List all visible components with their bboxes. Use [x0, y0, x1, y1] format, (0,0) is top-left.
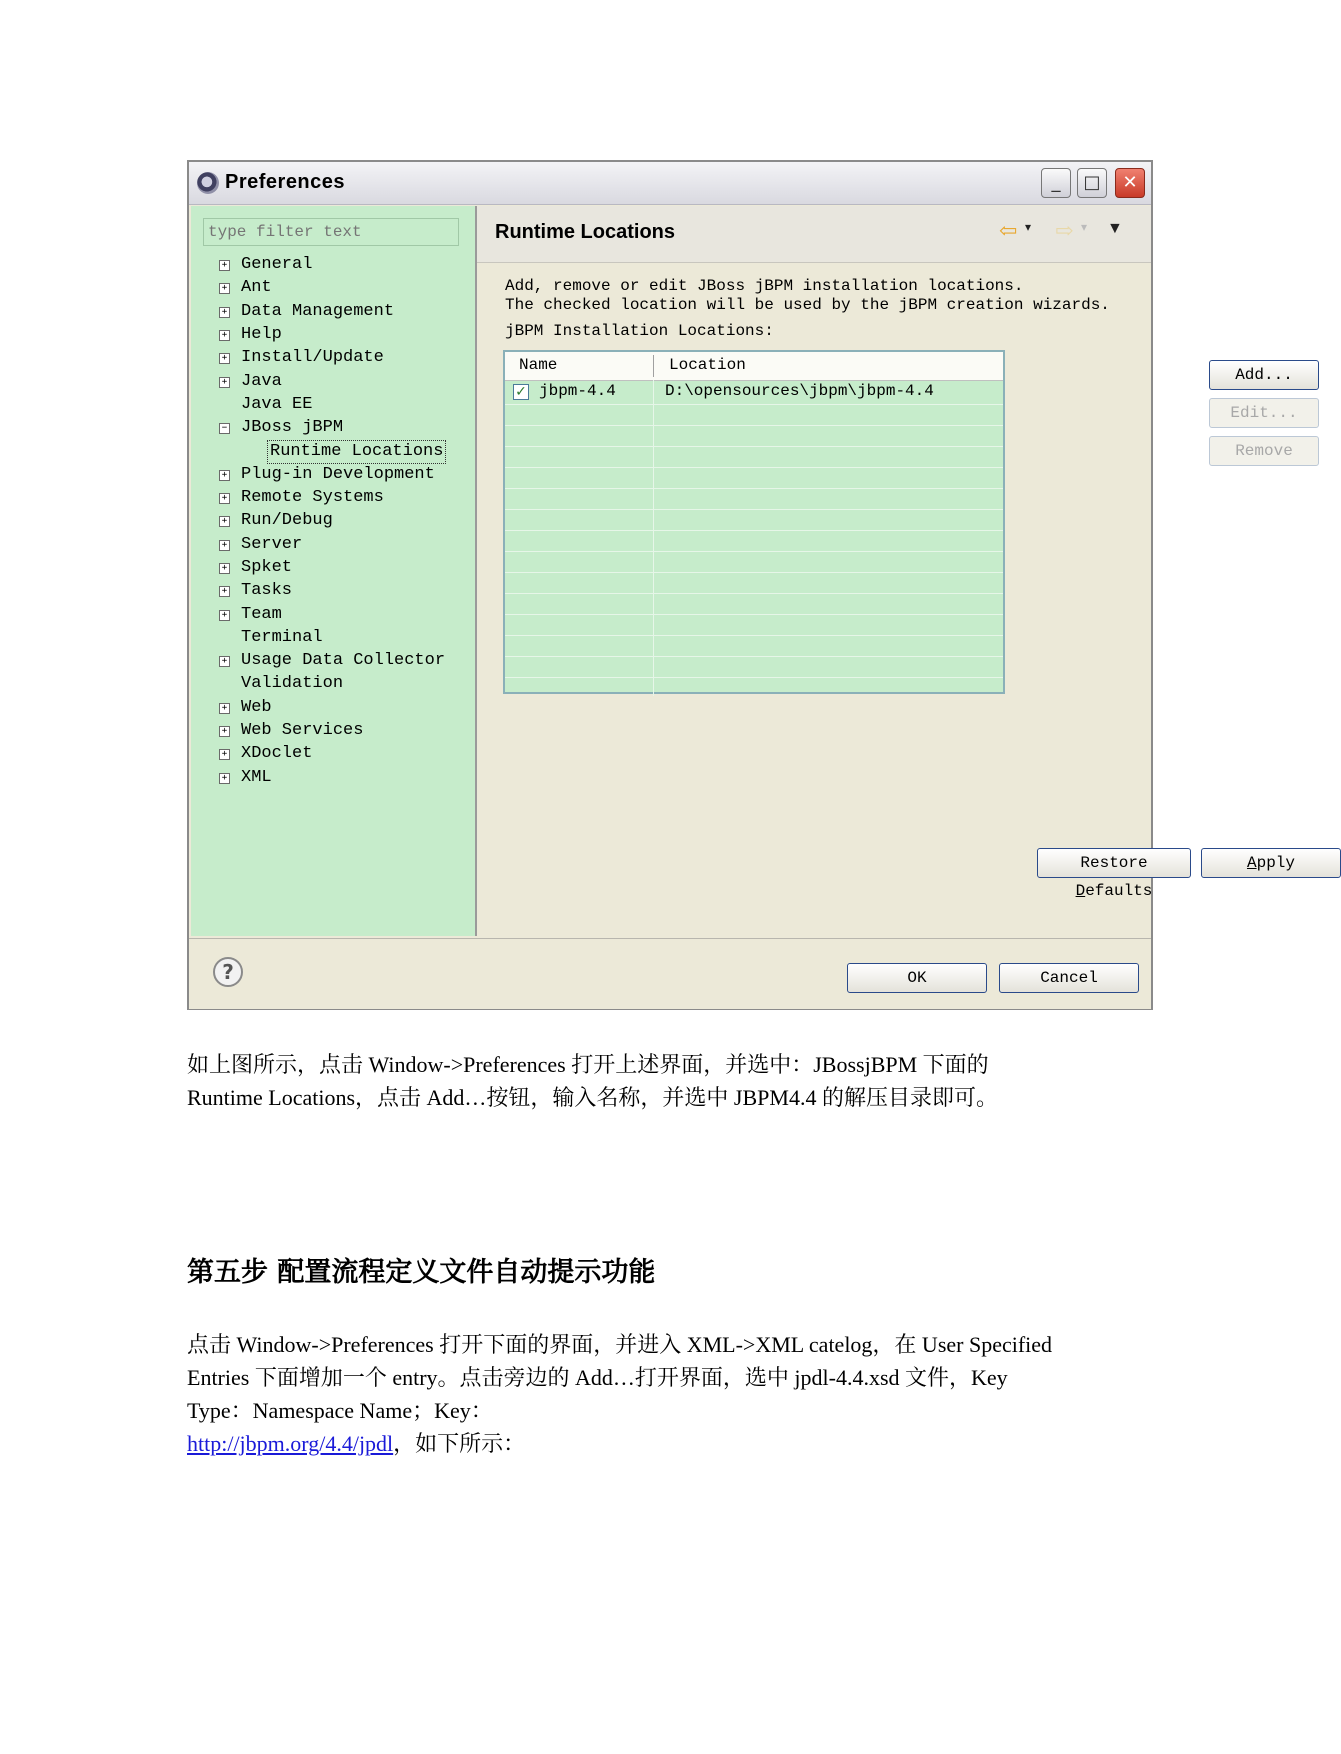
tree-item-label: XDoclet	[241, 744, 313, 764]
table-row[interactable]	[505, 382, 1003, 404]
paragraph-2-tail: ，如下所示：	[393, 1431, 526, 1456]
remove-button[interactable]: Remove	[1209, 436, 1319, 466]
eclipse-icon	[197, 172, 219, 194]
tree-expander-icon[interactable]: +	[219, 260, 230, 271]
tree-item-label: Java EE	[241, 394, 313, 414]
tree-item-label: Install/Update	[241, 348, 384, 368]
tree-item-label: Team	[241, 604, 282, 624]
tree-expander-icon[interactable]: +	[219, 703, 230, 714]
page-description-line-2: The checked location will be used by the jBPM creation wizards.	[505, 296, 1110, 314]
paragraph-2-text: 点击 Window->Preferences 打开下面的界面，并进入 XML->XML catelog，在 User Specified Entries 下面增加一个 entry。点击旁边的 Add…打开界面，选中 jpdl-4.4.xsd 文件，Key Type：Namespace Name；Key：	[187, 1332, 1053, 1423]
filter-input[interactable]	[203, 218, 459, 246]
tree-item-label: XML	[241, 767, 272, 787]
tree-expander-icon[interactable]: +	[219, 516, 230, 527]
page-description-line-1: Add, remove or edit JBoss jBPM installation locations.	[505, 277, 1024, 295]
close-button[interactable]: ✕	[1115, 168, 1145, 198]
tree-item-label: Server	[241, 534, 303, 554]
add-button[interactable]: Add...	[1209, 360, 1319, 390]
page-header	[477, 206, 1151, 263]
tree-expander-icon[interactable]: +	[219, 726, 230, 737]
column-gridline	[653, 380, 654, 696]
row-gridline	[505, 509, 1003, 510]
column-header-location[interactable]: Location	[669, 356, 746, 374]
apply-mnemonic: A	[1246, 854, 1257, 872]
edit-button[interactable]: Edit...	[1209, 398, 1319, 428]
tree-expander-icon[interactable]: +	[219, 307, 230, 318]
cell-name: jbpm-4.4	[539, 382, 616, 400]
preferences-window	[187, 160, 1298, 1010]
maximize-button[interactable]: □	[1077, 168, 1107, 198]
namespace-link[interactable]: http://jbpm.org/4.4/jpdl	[187, 1431, 394, 1456]
dialog-button-bar	[189, 938, 1151, 1009]
row-gridline	[505, 404, 1003, 405]
tree-item-label: Java	[241, 371, 282, 391]
tree-item-label: Ant	[241, 278, 272, 298]
tree-item-label: Web Services	[241, 721, 364, 740]
preference-tree-pane	[191, 206, 477, 936]
tree-item-label: JBoss jBPM	[241, 418, 344, 438]
tree-item-label: General	[241, 255, 313, 274]
table-header	[505, 352, 1003, 381]
section-heading: 第五步 配置流程定义文件自动提示功能	[187, 1257, 656, 1288]
row-gridline	[505, 635, 1003, 636]
paragraph-2	[187, 1328, 1067, 1460]
title-bar[interactable]	[189, 162, 1151, 205]
column-header-name[interactable]: Name	[519, 356, 558, 374]
row-gridline	[505, 446, 1003, 447]
row-gridline	[505, 593, 1003, 594]
column-divider	[653, 355, 654, 377]
tree-item-label: Help	[241, 324, 282, 344]
row-gridline	[505, 530, 1003, 531]
row-checkbox[interactable]: ✓	[513, 384, 529, 400]
forward-arrow-icon[interactable]: ⇨	[1055, 218, 1074, 243]
tree-expander-icon[interactable]: −	[219, 423, 230, 434]
tree-item-label: Validation	[241, 674, 344, 694]
tree-item-label: Runtime Locations	[267, 440, 446, 464]
help-icon[interactable]: ?	[213, 957, 243, 987]
tree-expander-icon[interactable]: +	[219, 540, 230, 551]
paragraph-1: 如上图所示，点击 Window->Preferences 打开上述界面，并选中：JBossjBPM 下面的 Runtime Locations，点击 Add…按钮，输入名称，并选中 JBPM4.4 的解压目录即可。	[187, 1052, 998, 1110]
tree-expander-icon[interactable]: +	[219, 563, 230, 574]
tree-expander-icon[interactable]: +	[219, 610, 230, 621]
tree-expander-icon[interactable]: +	[219, 283, 230, 294]
row-gridline	[505, 425, 1003, 426]
table-label: jBPM Installation Locations:	[505, 322, 774, 340]
tree-item-label: Web	[241, 697, 272, 717]
minimize-button[interactable]: _	[1041, 168, 1071, 198]
tree-expander-icon[interactable]: +	[219, 330, 230, 341]
restore-mnemonic: D	[1075, 882, 1086, 900]
page-title: Runtime Locations	[495, 221, 676, 243]
tree-expander-icon[interactable]: +	[219, 773, 230, 784]
tree-item-label: Data Management	[241, 301, 395, 321]
tree-expander-icon[interactable]: +	[219, 586, 230, 597]
row-gridline	[505, 614, 1003, 615]
row-gridline	[505, 551, 1003, 552]
tree-item-label: Usage Data Collector	[241, 651, 446, 671]
row-gridline	[505, 467, 1003, 468]
row-gridline	[505, 656, 1003, 657]
forward-dropdown-icon[interactable]: ▾	[1081, 220, 1088, 234]
tree-item-label: Terminal	[241, 627, 323, 647]
tree-expander-icon[interactable]: +	[219, 749, 230, 760]
ok-button[interactable]: OK	[847, 963, 987, 993]
row-gridline	[505, 572, 1003, 573]
cell-location: D:\opensources\jbpm\jbpm-4.4	[665, 382, 934, 400]
tree-expander-icon[interactable]: +	[219, 353, 230, 364]
tree-expander-icon[interactable]: +	[219, 470, 230, 481]
tree-expander-icon[interactable]: +	[219, 493, 230, 504]
tree-expander-icon[interactable]: +	[219, 377, 230, 388]
tree-item-label: Spket	[241, 557, 293, 577]
back-arrow-icon[interactable]: ⇦	[999, 218, 1018, 243]
tree-expander-icon[interactable]: +	[219, 656, 230, 667]
tree-item-label: Plug-in Development	[241, 464, 435, 484]
tree-item-label: Remote Systems	[241, 488, 384, 507]
restore-label-b: efaults	[1085, 882, 1153, 900]
tree-item-label: Run/Debug	[241, 511, 333, 531]
view-menu-icon[interactable]: ▼	[1107, 220, 1123, 237]
restore-defaults-button[interactable]	[1037, 848, 1191, 900]
window-title: Preferences	[225, 171, 346, 193]
apply-label: pply	[1256, 854, 1295, 872]
cancel-button[interactable]: Cancel	[999, 963, 1139, 993]
apply-button[interactable]	[1201, 848, 1341, 878]
restore-label-a: Restore	[1080, 854, 1148, 872]
locations-table[interactable]	[503, 350, 1005, 694]
row-gridline	[505, 677, 1003, 678]
back-dropdown-icon[interactable]: ▾	[1025, 220, 1032, 234]
tree-item-label: Tasks	[241, 581, 293, 601]
preference-page	[477, 206, 1298, 936]
row-gridline	[505, 488, 1003, 489]
